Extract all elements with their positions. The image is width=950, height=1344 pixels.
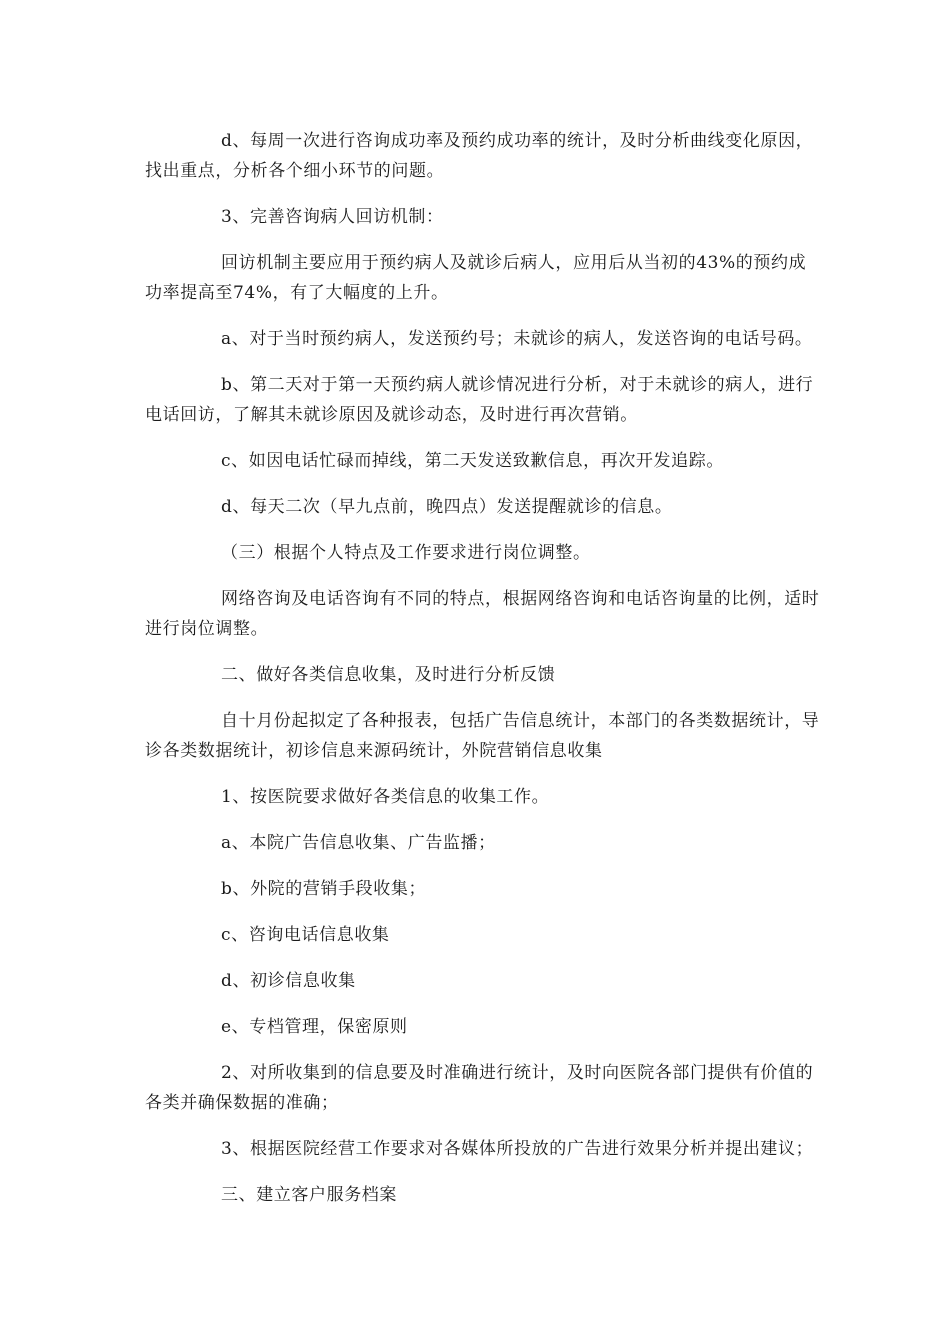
paragraph: 回访机制主要应用于预约病人及就诊后病人，应用后从当初的43%的预约成功率提高至74%，有了大幅度的上升。: [145, 253, 807, 303]
document-body: [145, 126, 820, 1226]
section-heading: 三、建立客户服务档案: [221, 1185, 397, 1205]
paragraph: d、每天二次（早九点前，晚四点）发送提醒就诊的信息。: [221, 497, 673, 517]
paragraph: 3、完善咨询病人回访机制：: [221, 207, 444, 227]
paragraph: 2、对所收集到的信息要及时准确进行统计，及时向医院各部门提供有价值的各类并确保数据的准确；: [145, 1063, 814, 1113]
paragraph: 1、按医院要求做好各类信息的收集工作。: [221, 787, 550, 807]
paragraph: c、咨询电话信息收集: [221, 925, 390, 945]
paragraph: e、专档管理，保密原则: [221, 1017, 408, 1037]
paragraph: b、第二天对于第一天预约病人就诊情况进行分析，对于未就诊的病人，进行电话回访，了解其未就诊原因及就诊动态，及时进行再次营销。: [145, 375, 814, 425]
paragraph: （三）根据个人特点及工作要求进行岗位调整。: [221, 543, 591, 563]
paragraph: a、本院广告信息收集、广告监播；: [221, 833, 496, 853]
paragraph: d、初诊信息收集: [221, 971, 356, 991]
paragraph: 网络咨询及电话咨询有不同的特点，根据网络咨询和电话咨询量的比例，适时进行岗位调整。: [145, 589, 820, 639]
paragraph: 自十月份起拟定了各种报表，包括广告信息统计，本部门的各类数据统计，导诊各类数据统计，初诊信息来源码统计，外院营销信息收集: [145, 711, 820, 761]
paragraph: c、如因电话忙碌而掉线，第二天发送致歉信息，再次开发追踪。: [221, 451, 724, 471]
paragraph: 3、根据医院经营工作要求对各媒体所投放的广告进行效果分析并提出建议；: [221, 1139, 814, 1159]
section-heading: 二、做好各类信息收集，及时进行分析反馈: [221, 665, 556, 685]
paragraph: a、对于当时预约病人，发送预约号；未就诊的病人，发送咨询的电话号码。: [221, 329, 813, 349]
paragraph: d、每周一次进行咨询成功率及预约成功率的统计，及时分析曲线变化原因，找出重点，分析各个细小环节的问题。: [145, 131, 814, 181]
paragraph: b、外院的营销手段收集；: [221, 879, 427, 899]
